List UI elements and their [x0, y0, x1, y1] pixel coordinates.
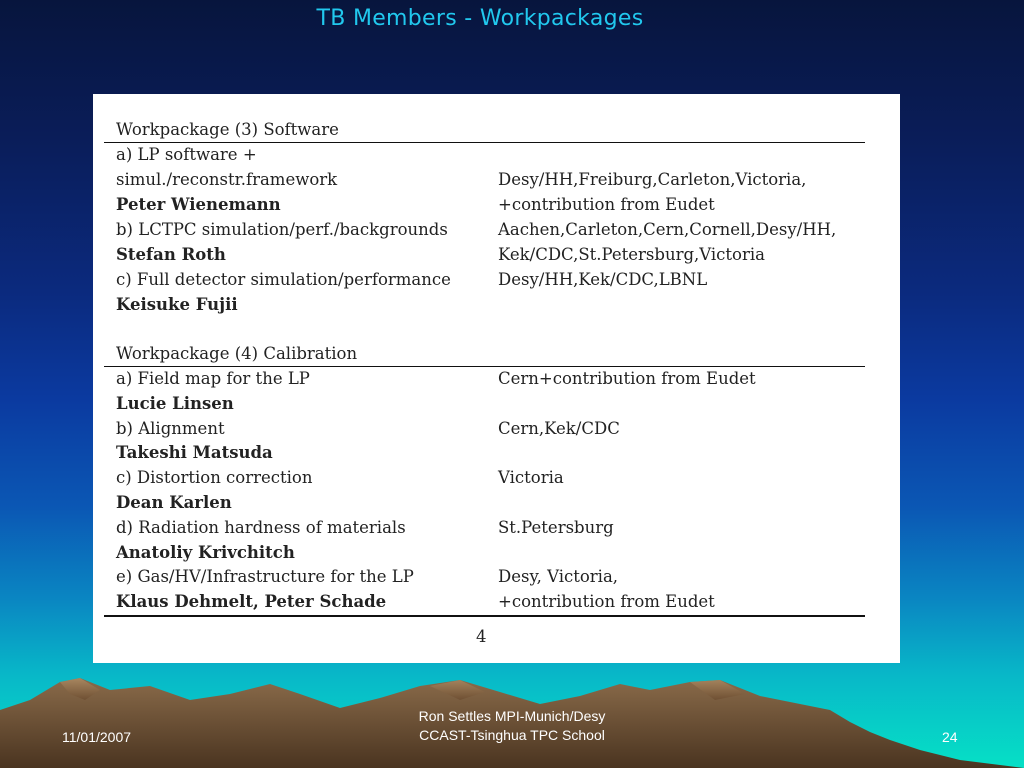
table-row [93, 295, 900, 319]
institutes-cell: Aachen,Carleton,Cern,Cornell,Desy/HH, [498, 220, 837, 239]
task-label: simul./reconstr.framework [116, 170, 338, 189]
table-row [93, 419, 900, 443]
table-row [93, 567, 900, 591]
task-label: b) LCTPC simulation/perf./backgrounds [116, 220, 448, 239]
document-page-number: 4 [476, 627, 487, 646]
table-row [93, 220, 900, 244]
member-name: Klaus Dehmelt, Peter Schade [116, 592, 387, 612]
institutes-cell: Victoria [498, 468, 564, 488]
member-name: Stefan Roth [116, 245, 226, 264]
table-row [93, 518, 900, 542]
table-row [93, 468, 900, 492]
institutes-cell: +contribution from Eudet [498, 592, 715, 612]
table-row [93, 195, 900, 219]
institutes-cell: Desy/HH,Freiburg,Carleton,Victoria, [498, 170, 807, 189]
institutes-cell: St.Petersburg [498, 517, 614, 537]
task-label: d) Radiation hardness of materials [116, 517, 406, 537]
task-label: c) Full detector simulation/performance [116, 270, 451, 289]
table-row [93, 443, 900, 467]
table-row [93, 592, 900, 616]
member-name: Keisuke Fujii [116, 295, 238, 314]
table-row [93, 394, 900, 418]
institutes-cell: Desy, Victoria, [498, 567, 619, 587]
footer-date: 11/01/2007 [62, 729, 132, 745]
task-label: a) LP software + [116, 145, 257, 164]
institutes-cell: +contribution from Eudet [498, 195, 715, 214]
slide-title: TB Members - Workpackages [316, 6, 644, 31]
document-image [93, 94, 900, 663]
task-label: e) Gas/HV/Infrastructure for the LP [116, 567, 414, 587]
institutes-cell: Cern+contribution from Eudet [498, 369, 756, 388]
wp3-heading: Workpackage (3) Software [116, 120, 339, 139]
wp4-heading: Workpackage (4) Calibration [116, 344, 358, 363]
member-name: Takeshi Matsuda [116, 443, 273, 463]
table-row [93, 369, 900, 393]
wp4-heading-rule [104, 366, 865, 367]
footer-slide-number: 24 [942, 729, 958, 745]
table-row [93, 145, 900, 169]
member-name: Lucie Linsen [116, 393, 234, 413]
footer-event: CCAST-Tsinghua TPC School [419, 727, 605, 743]
member-name: Dean Karlen [116, 493, 232, 512]
table-row [93, 270, 900, 294]
institutes-cell: Cern,Kek/CDC [498, 418, 620, 438]
task-label: c) Distortion correction [116, 468, 313, 488]
table-row [93, 170, 900, 194]
task-label: b) Alignment [116, 418, 225, 438]
table-row [93, 493, 900, 517]
table-row [93, 543, 900, 567]
member-name: Anatoliy Krivchitch [116, 542, 295, 562]
institutes-cell: Kek/CDC,St.Petersburg,Victoria [498, 245, 765, 264]
footer-center-text [362, 707, 662, 745]
footer-author: Ron Settles MPI-Munich/Desy [418, 708, 606, 724]
task-label: a) Field map for the LP [116, 369, 310, 388]
table-bottom-rule [104, 615, 865, 617]
table-row [93, 245, 900, 269]
wp3-heading-rule [104, 142, 865, 143]
member-name: Peter Wienemann [116, 195, 281, 214]
institutes-cell: Desy/HH,Kek/CDC,LBNL [498, 270, 708, 289]
